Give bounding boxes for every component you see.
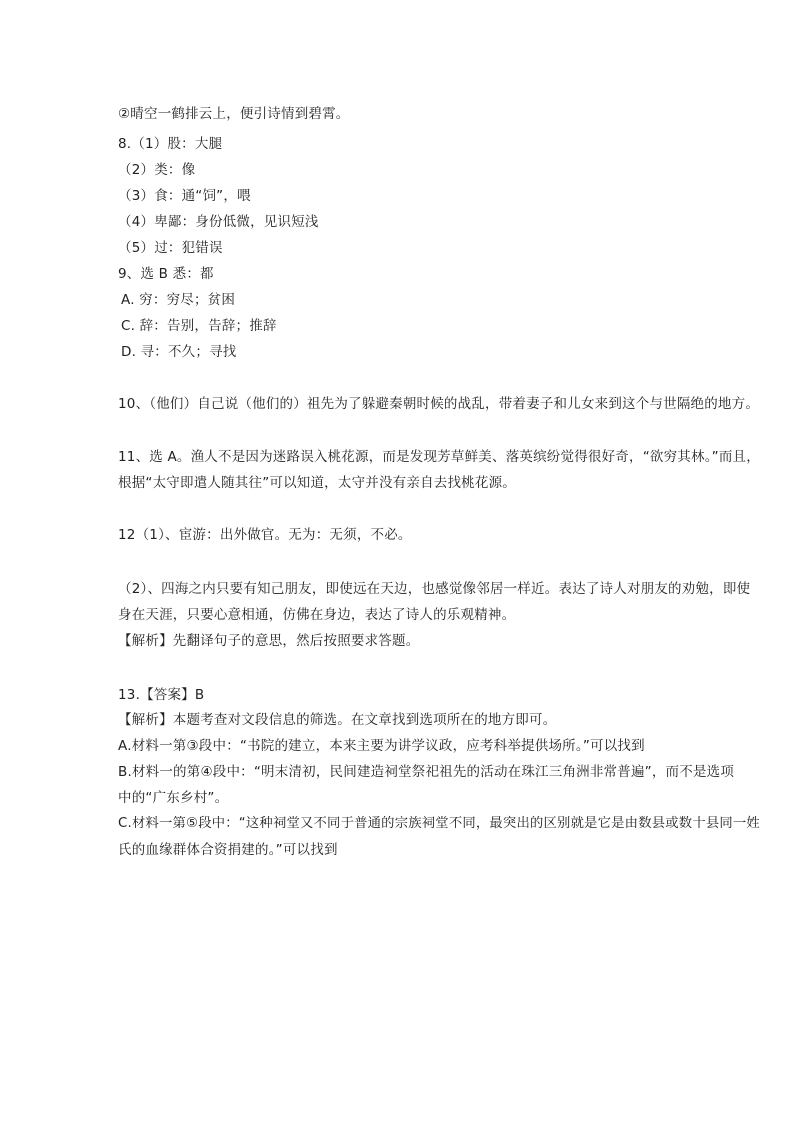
text-line: A. 穷：穷尽；贫困 — [121, 292, 236, 308]
text-line: （3）食：通“饲”，喂 — [118, 188, 251, 204]
text-line: 12（1）、宦游：出外做官。无为：无须，不必。 — [118, 527, 412, 543]
text-line: （2）类：像 — [118, 162, 196, 178]
text-line: 【解析】先翻译句子的意思，然后按照要求答题。 — [118, 633, 420, 649]
text-line: 8.（1）股：大腿 — [118, 136, 223, 152]
text-line: B.材料一的第④段中：“明末清初，民间建造祠堂祭祀祖先的活动在珠江三角洲非常普遍”，而不是选项 — [118, 764, 735, 780]
text-line: 中的“广东乡村”。 — [118, 790, 229, 806]
text-line: A.材料一第③段中：“书院的建立，本来主要为讲学议政，应考科举提供场所。”可以找到 — [118, 738, 645, 754]
text-line: 13.【答案】B — [118, 687, 205, 703]
text-line: （2）、四海之内只要有知己朋友，即使远在天边，也感觉像邻居一样近。表达了诗人对朋友的劝勉，即使 — [118, 581, 751, 597]
text-line: 根据“太守即遣人随其往”可以知道，太守并没有亲自去找桃花源。 — [118, 475, 516, 491]
text-line: 11、选 A。渔人不是因为迷路误入桃花源，而是发现芳草鲜美、落英缤纷觉得很好奇，“欲穷其林。”而且， — [118, 449, 760, 465]
text-line: C.材料一第⑤段中：“这种祠堂又不同于普通的宗族祠堂不同，最突出的区别就是它是由数县或数十县同一姓 — [118, 816, 760, 831]
text-line: 10、（他们）自己说（他们的）祖先为了躲避秦朝时候的战乱，带着妻子和儿女来到这个与世隔绝的地方。 — [118, 396, 760, 412]
text-line: ②晴空一鹤排云上，便引诗情到碧霄。 — [118, 106, 350, 122]
text-line: （5）过：犯错误 — [118, 240, 223, 256]
text-line: 【解析】本题考查对文段信息的筛选。在文章找到选项所在的地方即可。 — [118, 712, 557, 728]
text-line: D. 寻：不久；寻找 — [121, 344, 237, 360]
text-line: （4）卑鄙：身份低微，见识短浅 — [118, 214, 319, 230]
text-line: 9、选 B 悉：都 — [118, 266, 214, 282]
text-line: C. 辞：告别，告辞；推辞 — [121, 318, 277, 334]
text-line: 身在天涯，只要心意相通，仿佛在身边，表达了诗人的乐观精神。 — [118, 607, 516, 623]
text-line: 氏的血缘群体合资捐建的。”可以找到 — [118, 842, 338, 858]
